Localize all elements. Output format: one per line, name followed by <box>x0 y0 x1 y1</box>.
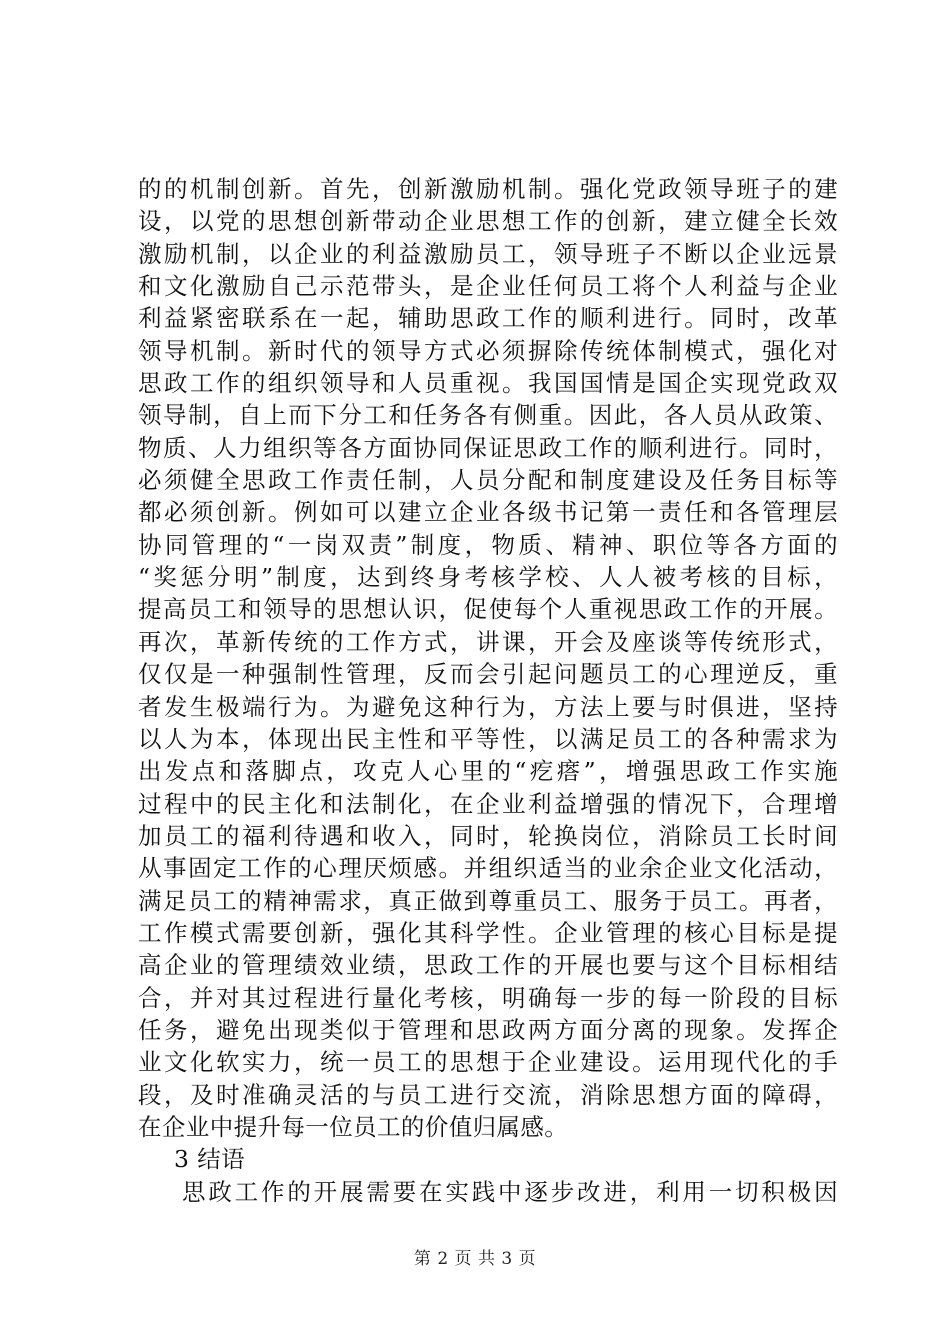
text-line: 满足员工的精神需求，真正做到尊重员工、服务于员工。再者， <box>138 886 838 915</box>
page-number-footer: 第 2 页 共 3 页 <box>413 1249 537 1269</box>
text-line: 合，并对其过程进行量化考核，明确每一步的每一阶段的目标 <box>138 983 838 1012</box>
text-line: 仅仅是一种强制性管理，反而会引起问题员工的心理逆反，重 <box>138 660 838 689</box>
text-line: 者发生极端行为。为避免这种行为，方法上要与时俱进，坚持 <box>138 692 838 721</box>
section-heading: 3 结语 <box>174 1145 246 1174</box>
text-line: 高企业的管理绩效业绩，思政工作的开展也要与这个目标相结 <box>138 951 838 980</box>
text-line: 工作模式需要创新，强化其科学性。企业管理的核心目标是提 <box>138 918 838 947</box>
text-line: 在企业中提升每一位员工的价值归属感。 <box>138 1112 569 1141</box>
text-line: “奖惩分明”制度，达到终身考核学校、人人被考核的目标， <box>138 563 838 592</box>
paragraph-first-line: 思政工作的开展需要在实践中逐步改进，利用一切积极因 <box>182 1177 838 1206</box>
text-line: 都必须创新。例如可以建立企业各级书记第一责任和各管理层 <box>138 498 838 527</box>
text-line: 过程中的民主化和法制化，在企业利益增强的情况下，合理增 <box>138 789 838 818</box>
text-line: 设，以党的思想创新带动企业思想工作的创新，建立健全长效 <box>138 207 838 236</box>
text-line: 提高员工和领导的思想认识，促使每个人重视思政工作的开展。 <box>138 595 838 624</box>
text-line: 必须健全思政工作责任制，人员分配和制度建设及任务目标等 <box>138 466 838 495</box>
text-line: 思政工作的组织领导和人员重视。我国国情是国企实现党政双 <box>138 369 838 398</box>
text-line: 领导机制。新时代的领导方式必须摒除传统体制模式，强化对 <box>138 336 838 365</box>
text-line: 协同管理的“一岗双责”制度，物质、精神、职位等各方面的 <box>138 530 838 559</box>
body-text <box>138 173 838 1208</box>
text-line: 和文化激励自己示范带头，是企业任何员工将个人利益与企业 <box>138 272 838 301</box>
text-line: 业文化软实力，统一员工的思想于企业建设。运用现代化的手 <box>138 1048 838 1077</box>
text-line: 段，及时准确灵活的与员工进行交流，消除思想方面的障碍， <box>138 1080 838 1109</box>
text-line: 激励机制，以企业的利益激励员工，领导班子不断以企业远景 <box>138 239 838 268</box>
text-line: 再次，革新传统的工作方式，讲课，开会及座谈等传统形式， <box>138 627 838 656</box>
text-line: 的的机制创新。首先，创新激励机制。强化党政领导班子的建 <box>138 175 838 203</box>
text-line: 领导制，自上而下分工和任务各有侧重。因此，各人员从政策、 <box>138 401 838 430</box>
text-line: 出发点和落脚点，攻克人心里的“疙瘩”，增强思政工作实施 <box>138 757 838 786</box>
text-line: 任务，避免出现类似于管理和思政两方面分离的现象。发挥企 <box>138 1015 838 1044</box>
text-line: 物质、人力组织等各方面协同保证思政工作的顺利进行。同时， <box>138 433 838 462</box>
text-line: 从事固定工作的心理厌烦感。并组织适当的业余企业文化活动， <box>138 854 838 883</box>
text-line: 利益紧密联系在一起，辅助思政工作的顺利进行。同时，改革 <box>138 304 838 333</box>
text-line: 加员工的福利待遇和收入，同时，轮换岗位，消除员工长时间 <box>138 821 838 850</box>
text-line: 以人为本，体现出民主性和平等性，以满足员工的各种需求为 <box>138 724 838 753</box>
